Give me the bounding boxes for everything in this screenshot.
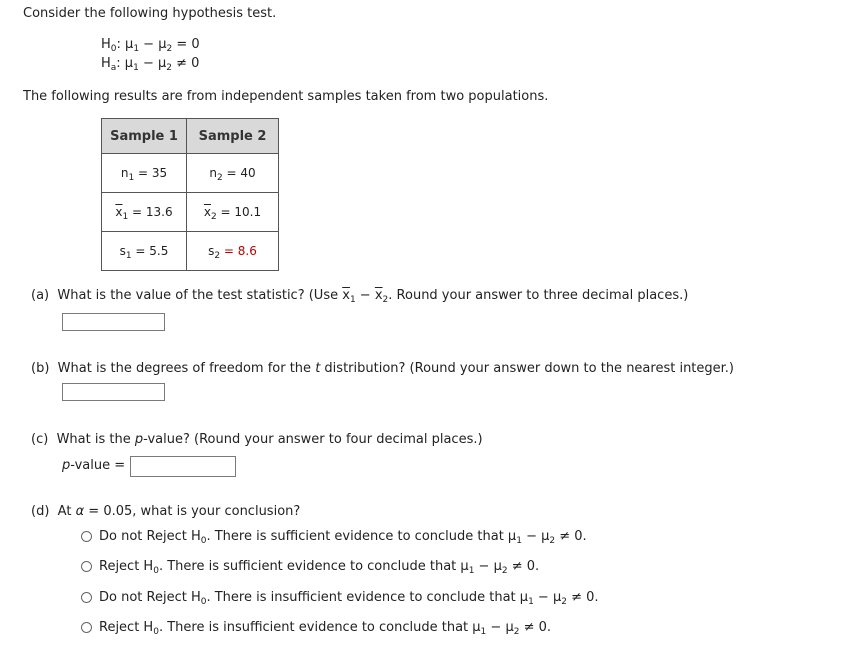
x2-symbol: $\overline{x}$ (203, 205, 211, 219)
option-1-sub-d: 1 (516, 536, 522, 546)
x1-cell (102, 193, 187, 232)
h0-symbol: H (101, 37, 111, 52)
part-c-p: p (134, 432, 144, 447)
option-4-text-e: − μ (486, 620, 514, 635)
part-d-alpha: α (75, 504, 85, 519)
option-4-sub-f: 2 (513, 627, 520, 637)
part-a-question (31, 288, 688, 303)
option-3-text-c: . There is insufficient evidence to conclude that μ (206, 590, 529, 605)
s2-value: = 8.6 (220, 244, 257, 258)
null-hypothesis (101, 37, 200, 52)
part-a-x1: $\overline{x}$ (342, 288, 350, 303)
part-d-text-1: At (57, 504, 76, 519)
conclusion-radio-1[interactable] (81, 531, 92, 542)
option-4-text-g: ≠ 0. (519, 620, 552, 635)
option-2-text-a: Reject H (99, 559, 154, 574)
option-3-text-g: ≠ 0. (566, 590, 599, 605)
option-3-sub-f: 2 (561, 597, 567, 607)
degrees-of-freedom-input[interactable] (62, 383, 165, 401)
sample1-header: Sample 1 (102, 119, 187, 154)
s2-cell (187, 232, 279, 271)
part-a-x1-subscript: 1 (349, 295, 356, 305)
option-1-text-c: . There is sufficient evidence to conclude that μ (206, 529, 517, 544)
option-3-sub-b: 0 (200, 597, 207, 607)
part-d-label: (d) (31, 504, 50, 519)
alternative-hypothesis (101, 56, 199, 71)
part-c-question (31, 432, 483, 447)
n2-subscript: 2 (216, 173, 223, 183)
conclusion-option-3[interactable] (99, 590, 599, 605)
n2-symbol: n (209, 166, 217, 180)
option-2-sub-b: 0 (153, 566, 159, 576)
option-2-sub-f: 2 (501, 566, 508, 576)
part-a-text-2: . Round your answer to three decimal places.) (388, 288, 689, 303)
intro-text: Consider the following hypothesis test. (23, 6, 277, 21)
p-value-label (62, 458, 125, 473)
ha-mu2-subscript: 2 (166, 63, 172, 73)
n2-value: = 40 (222, 166, 256, 180)
n2-cell (187, 154, 279, 193)
samples-intro-text: The following results are from independent samples taken from two populations. (23, 89, 549, 104)
conclusion-radio-3[interactable] (81, 592, 92, 603)
part-c-label: (c) (31, 432, 49, 447)
option-4-text-a: Reject H (99, 620, 154, 635)
option-4-sub-d: 1 (480, 627, 487, 637)
option-3-sub-d: 1 (528, 597, 534, 607)
ha-symbol: H (101, 56, 111, 71)
p-value-input[interactable] (130, 456, 236, 477)
ha-mu2: − μ (138, 56, 167, 71)
option-1-text-e: − μ (521, 529, 550, 544)
option-2-text-g: ≠ 0. (507, 559, 540, 574)
x1-value: = 13.6 (128, 205, 173, 219)
conclusion-radio-4[interactable] (81, 622, 92, 633)
x2-cell (187, 193, 279, 232)
part-d-text-2: = 0.05, what is your conclusion? (84, 504, 301, 519)
n1-cell (102, 154, 187, 193)
option-1-sub-b: 0 (200, 536, 207, 546)
part-b-text-2: distribution? (Round your answer down to the nearest integer.) (320, 361, 735, 376)
part-a-minus: − (355, 288, 375, 303)
p-value-label-rest: -value = (70, 458, 126, 473)
option-1-text-g: ≠ 0. (555, 529, 587, 544)
ha-mu1-subscript: 1 (133, 63, 139, 73)
h0-mu1-subscript: 1 (133, 44, 140, 54)
ha-tail: ≠ 0 (172, 56, 200, 71)
x1-subscript: 1 (122, 212, 129, 222)
x2-subscript: 2 (210, 212, 217, 222)
s1-cell (102, 232, 187, 271)
option-4-text-c: . There is insufficient evidence to conclude that μ (158, 620, 481, 635)
x1-symbol: $\overline{x}$ (115, 205, 123, 219)
p-value-label-p: p (62, 458, 71, 473)
option-4-sub-b: 0 (153, 627, 159, 637)
part-a-x2: $\overline{x}$ (374, 288, 383, 303)
h0-subscript: 0 (110, 44, 117, 54)
s2-symbol: s (208, 244, 215, 258)
part-b-label: (b) (31, 361, 50, 376)
part-a-x2-subscript: 2 (382, 295, 389, 305)
samples-table (101, 118, 279, 271)
conclusion-option-4[interactable] (99, 620, 551, 635)
option-1-sub-f: 2 (549, 536, 556, 546)
h0-mu1: : μ (116, 37, 134, 52)
option-3-text-a: Do not Reject H (99, 590, 201, 605)
part-a-label: (a) (31, 288, 50, 303)
s1-subscript: 1 (125, 251, 132, 261)
h0-mu2-subscript: 2 (166, 44, 173, 54)
s1-symbol: s (119, 244, 126, 258)
option-3-text-e: − μ (533, 590, 562, 605)
x2-value: = 10.1 (216, 205, 262, 219)
part-b-question (31, 361, 734, 376)
ha-subscript: a (110, 63, 117, 73)
option-2-text-c: . There is sufficient evidence to conclude that μ (158, 559, 469, 574)
conclusion-radio-2[interactable] (81, 561, 92, 572)
part-b-text-1: What is the degrees of freedom for the (57, 361, 316, 376)
part-d-question (31, 504, 300, 519)
n1-value: = 35 (134, 166, 168, 180)
option-1-text-a: Do not Reject H (99, 529, 201, 544)
h0-tail: = 0 (172, 37, 200, 52)
option-2-text-e: − μ (474, 559, 502, 574)
n1-symbol: n (120, 166, 129, 180)
conclusion-option-1[interactable] (99, 529, 587, 544)
ha-mu1: : μ (116, 56, 134, 71)
n1-subscript: 1 (128, 173, 135, 183)
h0-mu2: − μ (139, 37, 167, 52)
conclusion-option-2[interactable] (99, 559, 539, 574)
part-a-text-1: What is the value of the test statistic? (Use (57, 288, 343, 303)
sample2-header: Sample 2 (187, 119, 279, 154)
part-c-text-1: What is the (56, 432, 135, 447)
part-b-t: t (315, 361, 321, 376)
s1-value: = 5.5 (131, 244, 169, 258)
part-c-text-2: -value? (Round your answer to four decimal places.) (143, 432, 483, 447)
s2-subscript: 2 (214, 251, 221, 261)
test-statistic-input[interactable] (62, 313, 165, 331)
option-2-sub-d: 1 (468, 566, 475, 576)
